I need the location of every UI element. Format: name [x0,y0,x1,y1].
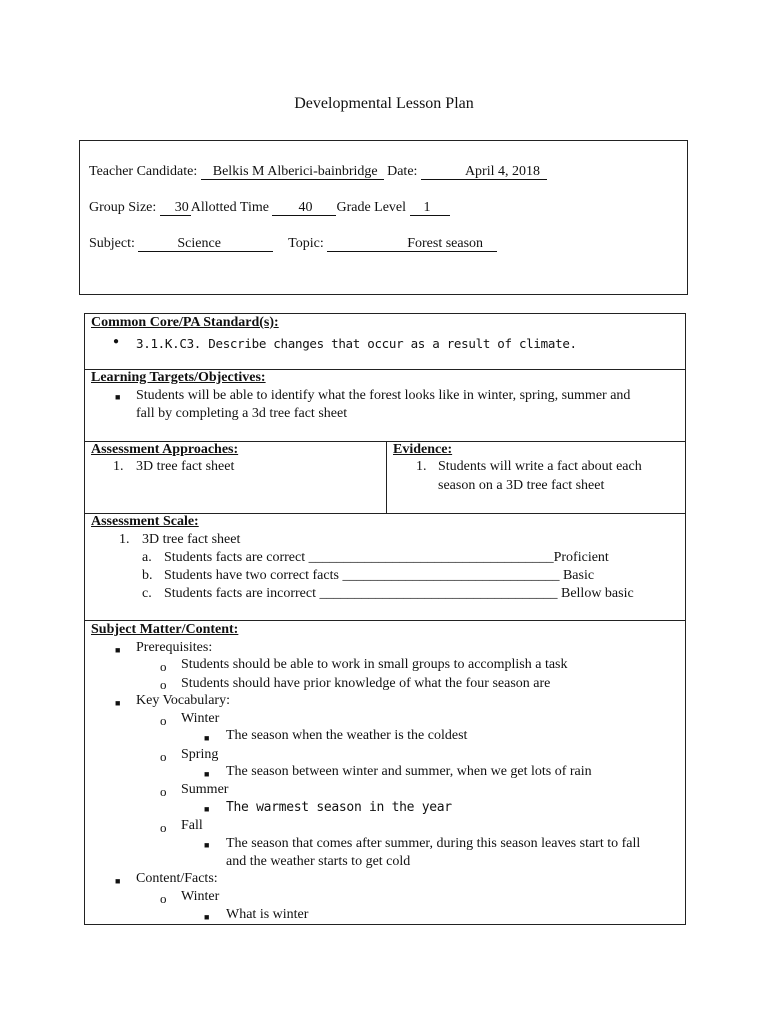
date-value: April 4, 2018 [421,164,547,180]
scale-heading: Assessment Scale: [91,514,199,529]
vocab-def-spring: The season between winter and summer, when we get lots of rain [226,764,592,779]
facts-term-winter: Winter [181,889,220,904]
content-heading: Subject Matter/Content: [91,622,239,637]
evidence-heading: Evidence: [393,442,453,457]
square-bullet-icon: ■ [204,840,210,850]
standard-item: 3.1.K.C3. Describe changes that occur as a result of climate. [136,336,577,351]
date-label: Date: [387,164,418,179]
vocab-term-winter: Winter [181,711,220,726]
facts-sub-item: What is winter [226,907,309,922]
evidence-line-2: season on a 3D tree fact sheet [438,478,605,493]
evidence-num: 1. [416,459,427,474]
circle-bullet-icon: o [160,659,167,674]
topic-value: Forest season [327,236,497,252]
evidence-line-1: Students will write a fact about each [438,459,642,474]
assessment-heading: Assessment Approaches: [91,442,239,457]
grade-label: Grade Level [336,200,407,215]
circle-bullet-icon: o [160,820,167,835]
circle-bullet-icon: o [160,713,167,728]
teacher-line [89,164,547,180]
subject-label: Subject: [89,236,135,251]
assessment-evidence-section [85,442,685,514]
info-box [79,140,688,295]
square-bullet-icon: ■ [115,876,121,886]
scale-item: 3D tree fact sheet [142,532,241,547]
facts-label: Content/Facts: [136,871,218,886]
vocab-term-spring: Spring [181,747,219,762]
grade-value: 1 [410,200,450,216]
prereq-item-1: Students should be able to work in small groups to accomplish a task [181,657,568,672]
square-bullet-icon: ■ [204,769,210,779]
scale-section [85,514,685,621]
vocab-def-summer: The warmest season in the year [226,800,452,815]
assessment-item: 3D tree fact sheet [136,459,235,474]
vocab-term-summer: Summer [181,782,229,797]
content-section [85,621,685,924]
scale-level-b: Students have two correct facts _______________________________ Basic [164,568,595,583]
time-label: Allotted Time [190,200,269,215]
assessment-num: 1. [113,459,124,474]
vocab-def-fall: The season that comes after summer, during this season leaves start to fall [226,836,641,851]
square-bullet-icon: ■ [204,912,210,922]
prereq-item-2: Students should have prior knowledge of what the four season are [181,676,551,691]
column-divider [386,442,387,514]
topic-label: Topic: [288,236,324,251]
vocab-def-fall-2: and the weather starts to get cold [226,854,411,869]
objective-line-2: fall by completing a 3d tree fact sheet [136,406,348,421]
group-line [89,200,450,216]
teacher-value: Belkis M Alberici-bainbridge [201,164,384,180]
standards-heading: Common Core/PA Standard(s): [91,315,279,330]
scale-num: 1. [119,532,130,547]
vocab-term-fall: Fall [181,818,203,833]
vocab-def-winter: The season when the weather is the coldest [226,728,468,743]
vocab-label: Key Vocabulary: [136,693,230,708]
bullet-icon: ● [113,336,120,347]
square-bullet-icon: ■ [204,733,210,743]
scale-level-a: Students facts are correct ___________________________________Proficient [164,550,609,565]
circle-bullet-icon: o [160,891,167,906]
scale-mark-b: b. [142,568,153,583]
standards-section [85,314,685,370]
circle-bullet-icon: o [160,749,167,764]
group-value: 30 [160,200,191,216]
square-bullet-icon: ■ [115,698,121,708]
subject-value: Science [138,236,273,252]
teacher-label: Teacher Candidate: [89,164,198,179]
objectives-section [85,370,685,442]
prereq-label: Prerequisites: [136,640,213,655]
objectives-heading: Learning Targets/Objectives: [91,370,266,385]
objective-line-1: Students will be able to identify what the forest looks like in winter, spring, summer and [136,388,631,403]
subject-line [89,236,497,252]
circle-bullet-icon: o [160,784,167,799]
square-bullet-icon: ■ [204,804,210,814]
scale-mark-c: c. [142,586,152,601]
group-label: Group Size: [89,200,157,215]
square-bullet-icon: ■ [115,392,121,402]
scale-level-c: Students facts are incorrect __________________________________ Bellow basic [164,586,634,601]
square-bullet-icon: ■ [115,645,121,655]
page-title: Developmental Lesson Plan [294,95,474,112]
lesson-table [84,313,686,925]
circle-bullet-icon: o [160,677,167,692]
scale-mark-a: a. [142,550,152,565]
time-value: 40 [272,200,336,216]
